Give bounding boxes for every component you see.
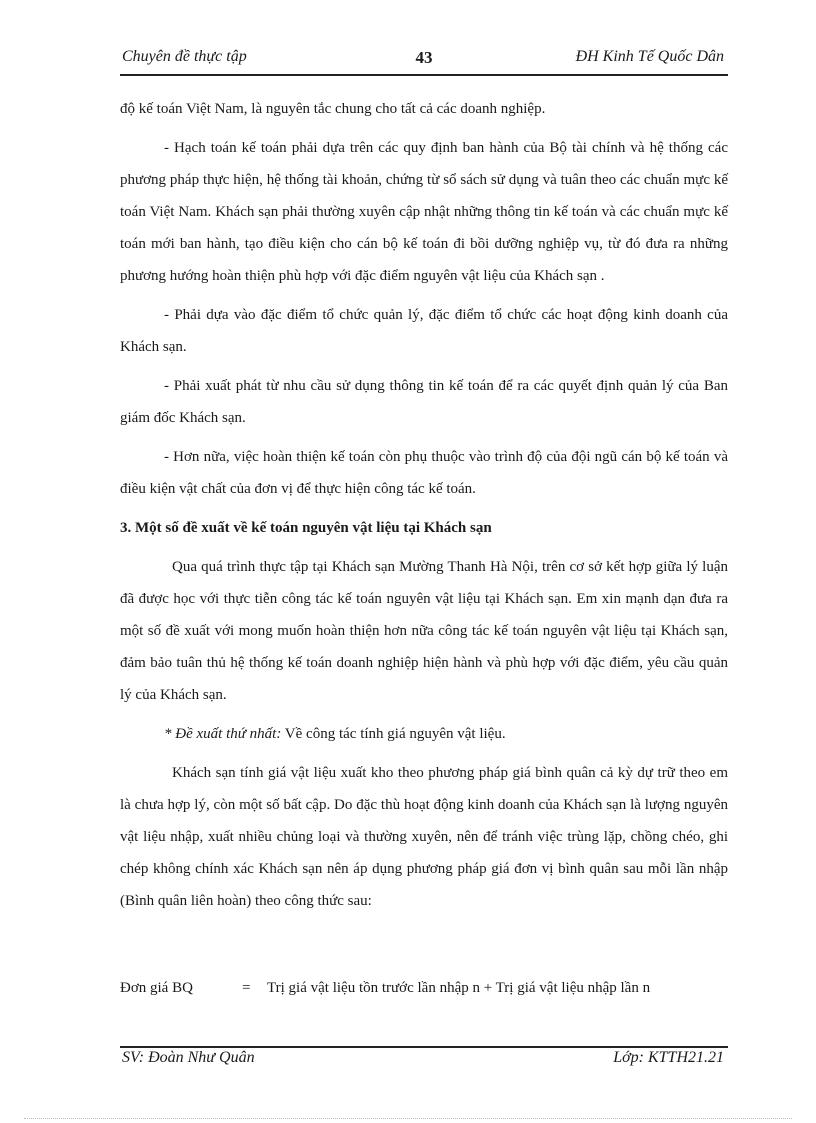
header-university: ĐH Kinh Tế Quốc Dân	[575, 48, 724, 65]
paragraph-management: - Phải dựa vào đặc điểm tổ chức quản lý, đặc điểm tổ chức các hoạt động kinh doanh của Khách sạn.	[120, 307, 728, 355]
paragraph-regulation: - Hạch toán kế toán phải dựa trên các quy định ban hành của Bộ tài chính và hệ thống các phương pháp thực hiện, hệ thống tài khoản, chứng từ sổ sách sử dụng và tuân theo các chuẩn mực kế toán Việt Nam. Khách sạn phải thường xuyên cập nhật những thông tin kế toán và các chuẩn mực kế toán mới ban hành, tạo điều kiện cho cán bộ kế toán đi bồi dưỡng nghiệp vụ, từ đó đưa ra những phương hướng hoàn thiện phù hợp với đặc điểm nguyên vật liệu của Khách sạn .	[120, 140, 728, 284]
footer-class: Lớp: KTTH21.21	[613, 1049, 724, 1066]
paragraph-proposal-1	[120, 718, 728, 750]
page-footer	[120, 1046, 728, 1074]
page-header	[120, 46, 728, 76]
header-report-title: Chuyên đề thực tập	[122, 48, 247, 65]
proposal-label: * Đề xuất thứ nhất:	[164, 726, 282, 742]
paragraph-information-needs: - Phải xuất phát từ nhu cầu sử dụng thông tin kế toán để ra các quyết định quản lý của Ban giám đốc Khách sạn.	[120, 378, 728, 426]
page-number: 43	[415, 48, 433, 67]
paragraph-pricing: Khách sạn tính giá vật liệu xuất kho theo phương pháp giá bình quân cả kỳ dự trữ theo em là chưa hợp lý, còn một số bất cập. Do đặc thù hoạt động kinh doanh của Khách sạn là lượng nguyên vật liệu nhập, xuất nhiều chủng loại và thường xuyên, nên để tránh việc trùng lặp, chồng chéo, ghi chép không chính xác Khách sạn nên áp dụng phương pháp giá đơn vị bình quân sau mỗi lần nhập (Bình quân liên hoàn) theo công thức sau:	[120, 765, 728, 909]
formula-equals: =	[242, 980, 251, 996]
paragraph-continuation: độ kế toán Việt Nam, là nguyên tắc chung cho tất cả các doanh nghiệp.	[120, 101, 546, 117]
footer-student: SV: Đoàn Như Quân	[122, 1049, 255, 1066]
paragraph-staff: - Hơn nữa, việc hoàn thiện kế toán còn phụ thuộc vào trình độ của đội ngũ cán bộ kế toán và điều kiện vật chất của đơn vị để thực hiện công tác kế toán.	[120, 449, 728, 497]
page-bottom-divider	[24, 1118, 792, 1119]
section-heading: 3. Một số đề xuất về kế toán nguyên vật liệu tại Khách sạn	[120, 520, 492, 536]
paragraph-intro: Qua quá trình thực tập tại Khách sạn Mường Thanh Hà Nội, trên cơ sở kết hợp giữa lý luận đã được học với thực tiễn công tác kế toán nguyên vật liệu tại Khách sạn. Em xin mạnh dạn đưa ra một số đề xuất với mong muốn hoàn thiện hơn nữa công tác kế toán nguyên vật liệu tại Khách sạn, đảm bảo tuân thủ hệ thống kế toán doanh nghiệp hiện hành và phù hợp với đặc điểm, yêu cầu quản lý của Khách sạn.	[120, 559, 728, 703]
proposal-text: Về công tác tính giá nguyên vật liệu.	[281, 726, 506, 742]
document-body	[120, 93, 728, 924]
formula-rhs: Trị giá vật liệu tồn trước lần nhập n + Trị giá vật liệu nhập lần n	[267, 980, 651, 996]
formula-lhs: Đơn giá BQ	[120, 980, 193, 996]
